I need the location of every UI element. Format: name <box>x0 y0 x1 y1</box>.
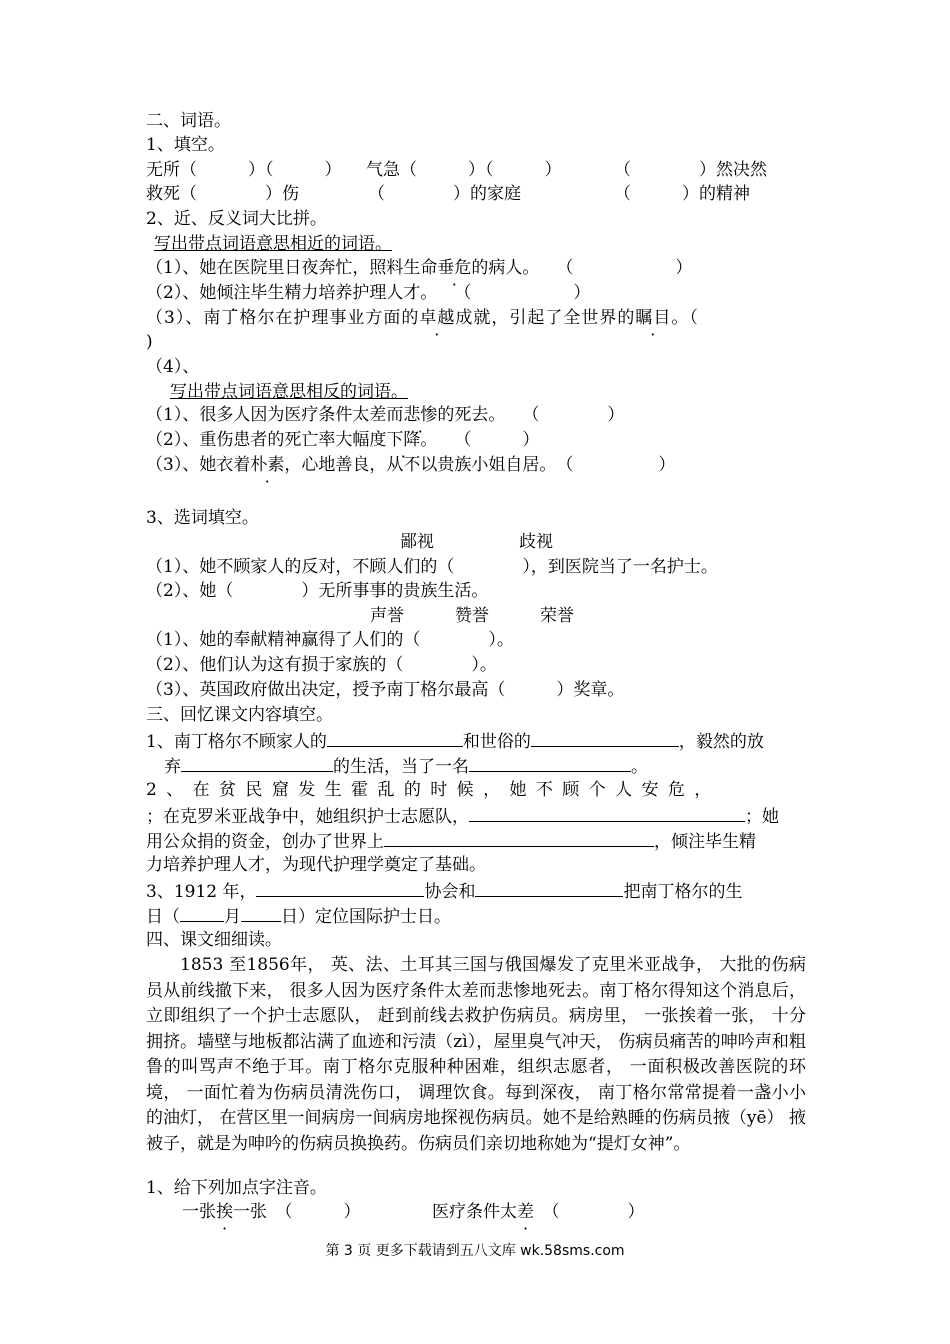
answer-blank <box>531 728 679 747</box>
choose-g1-item-1: （1）、她不顾家人的反对，不顾人们的（ ），到医院当了一名护士。 <box>146 557 718 577</box>
recall-q3-line1: 3、1912 年， 协会和 把南丁格尔的生 <box>146 878 742 904</box>
recall-q2-line1: 2 、 在 贫 民 窟 发 生 霍 乱 的 时 候 ， 她 不 顾 个 人 安 危 ， <box>146 780 714 800</box>
answer-blank <box>327 728 463 747</box>
synonym-item-3-cont: ) <box>146 332 153 352</box>
antonym-item-3: （3）、她衣着朴素，心地善良，从不以贵族小姐自居。 （ ） <box>146 455 676 475</box>
choose-g2-item-3: （3）、英国政府做出决定，授予南丁格尔最高（ ）奖章。 <box>146 680 625 700</box>
synonym-heading: 写出带点词语意思相近的词语。 <box>154 234 392 254</box>
fill-row-2-b: （ ）的家庭 <box>368 184 521 204</box>
section-4-title: 四、课文细细读。 <box>146 930 282 950</box>
reading-passage: 1853 至1856年， 英、法、土耳其三国与俄国爆发了克里米亚战争， 大批的伤病员从前线撤下来， 很多人因为医疗条件太差而悲惨地死去。南丁格尔得知这个消息后， 立即组织了一个护士志愿队， 赶到前线去救护伤病员。病房里， 一张挨着一张， 十分拥挤。墙壁与地板都沾满了血迹和污渍（zì），屋里臭气冲天， 伤病员痛苦的呻吟声和粗鲁的叫骂声不绝于耳。南丁格尔克服种种困难，组织志愿者， 一面积极改善医院的环境， 一面忙着为伤病员清洗伤口， 调理饮食。每到深夜， 南丁格尔常常提着一盏小小的油灯， 在营区里一间病房一间病房地探视伤病员。她不是给熟睡的伤病员掖（yē） 掖被子，就是为呻吟的伤病员换换药。伤病员们亲切地称她为“提灯女神”。 <box>146 955 806 1154</box>
answer-blank <box>475 878 623 897</box>
choose-g1-item-2: （2）、她（ ）无所事事的贵族生活。 <box>146 581 489 601</box>
antonym-item-1: （1）、很多人因为医疗条件太差而悲惨的死去。 （ ） <box>146 405 625 425</box>
recall-q2-line4: 力培养护理人才，为现代护理学奠定了基础。 <box>146 855 486 875</box>
recall-q3-line2: 日（ 月 日）定位国际护士日。 <box>146 903 451 929</box>
dotted-word: 悲惨 <box>403 405 438 425</box>
antonym-heading: 写出带点词语意思相反的词语。 <box>170 382 408 402</box>
dotted-word: 差 <box>517 1202 534 1222</box>
page-footer: 第 3 页 更多下载请到五八文库 wk.58sms.com <box>325 1243 625 1259</box>
synonym-antonym-title: 2、近、反义词大比拼。 <box>146 209 327 229</box>
dotted-word: 朴素 <box>250 455 285 475</box>
phonetic-title: 1、给下列加点字注音。 <box>146 1178 327 1198</box>
synonym-item-3: （3）、南丁格尔在护理事业方面的卓越成就，引起了全世界的瞩目。（ <box>146 308 699 328</box>
dotted-word: 挨 <box>216 1202 233 1222</box>
dotted-word: 下降 <box>386 430 421 450</box>
recall-q2-line2: ；在克罗米亚战争中，她组织护士志愿队， ；她 <box>146 803 779 829</box>
recall-q1-line1: 1、南丁格尔不顾家人的 和世俗的 ，毅然的放 <box>146 728 764 754</box>
fill-row-2-c: （ ）的精神 <box>614 184 750 204</box>
recall-q2-line3: 用公众捐的资金，创办了世界上 ，倾注毕生精 <box>146 828 756 854</box>
choose-g2-item-1: （1）、她的奉献精神赢得了人们的（ ）。 <box>146 630 514 650</box>
dotted-word: 卓越 <box>419 308 456 328</box>
synonym-item-1: （1）、她在医院里日夜奔忙，照料生命垂危的病人。 （ ） <box>146 258 693 278</box>
answer-blank <box>469 753 631 772</box>
recall-q1-line2: 弃 的生活，当了一名 。 <box>164 753 648 779</box>
synonym-item-4: （4）、 <box>146 357 200 377</box>
phonetic-item-1: 一张挨一张 （ ） <box>182 1202 361 1222</box>
fill-title: 1、填空。 <box>146 135 225 155</box>
answer-blank <box>181 753 333 772</box>
dotted-word: 瞩目 <box>635 308 672 328</box>
fill-row-1-a: 无所（ ）（ ） <box>146 160 342 180</box>
fill-row-1-b: 气急（ ）（ ） <box>366 160 562 180</box>
answer-blank <box>469 803 745 822</box>
section-2-title: 二、词语。 <box>146 111 231 131</box>
dotted-word: 倾注 <box>216 283 251 303</box>
choose-group-1-words: 鄙视 歧视 <box>400 532 553 552</box>
fill-row-2-a: 救死（ ）伤 <box>146 184 299 204</box>
answer-blank <box>384 828 654 847</box>
antonym-item-2: （2）、重伤患者的死亡率大幅度下降。 （ ） <box>146 430 540 450</box>
answer-blank <box>241 903 281 922</box>
choose-g2-item-2: （2）、他们认为这有损于家族的（ ）。 <box>146 655 497 675</box>
phonetic-item-2: 医疗条件太差 （ ） <box>432 1202 645 1222</box>
answer-blank <box>256 878 424 897</box>
answer-blank <box>180 903 224 922</box>
dotted-word: 垂危 <box>437 258 472 278</box>
section-3-title: 三、回忆课文内容填空。 <box>146 705 333 725</box>
synonym-item-2: （2）、她倾注毕生精力培养护理人才。 （ ） <box>146 283 591 303</box>
fill-row-1-c: （ ）然决然 <box>614 160 767 180</box>
choose-title: 3、选词填空。 <box>146 508 259 528</box>
choose-group-2-words: 声誉 赞誉 荣誉 <box>370 606 574 626</box>
